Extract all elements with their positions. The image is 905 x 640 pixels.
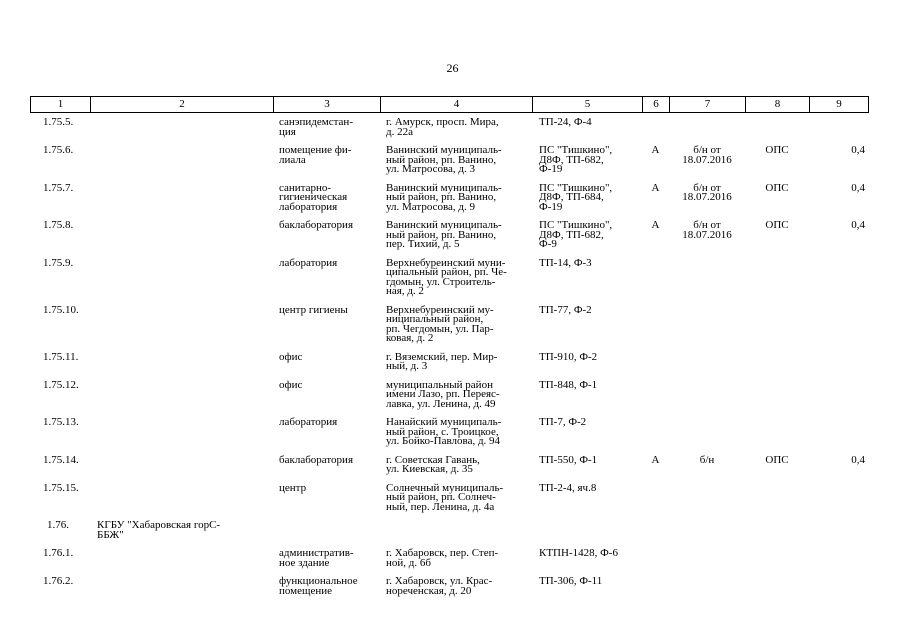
power-value — [809, 381, 868, 410]
object-address — [380, 521, 532, 540]
object-address: Нанайский муниципаль- ный район, с. Троицкое, ул. Бойко-Павлова, д. 94 — [386, 416, 502, 447]
system — [745, 484, 809, 513]
page-number: 26 — [446, 61, 459, 75]
object-type: офис — [279, 350, 303, 363]
table-row — [30, 303, 876, 344]
organization-name — [90, 221, 273, 250]
document: б/н от 18.07.2016 — [682, 219, 732, 241]
column-header-3: 3 — [274, 97, 381, 113]
category — [642, 259, 669, 297]
object-type — [273, 521, 380, 540]
power-source: ТП-550, Ф-1 — [539, 453, 598, 466]
document — [669, 577, 745, 596]
organization-name — [90, 418, 273, 447]
system: ОПС — [765, 144, 789, 156]
table-row — [30, 418, 876, 447]
power-value — [809, 118, 868, 137]
object-type: офис — [279, 378, 303, 391]
power-value — [809, 484, 868, 513]
category — [642, 118, 669, 137]
category: А — [651, 453, 660, 466]
table-row — [30, 256, 876, 297]
object-address: г. Амурск, просп. Мира, д. 22а — [386, 116, 499, 138]
power-source — [532, 521, 642, 540]
power-source: ПС "Тишкино", Д8Ф, ТП-684, Ф-19 — [539, 181, 613, 213]
object-type: центр гигиены — [279, 303, 348, 316]
item-number: 1.76. — [47, 519, 69, 531]
organization-name — [90, 184, 273, 213]
system — [745, 418, 809, 447]
table-row — [30, 146, 876, 175]
power-source: ТП-24, Ф-4 — [539, 116, 592, 128]
item-number: 1.75.5. — [43, 116, 74, 128]
object-type: баклаборатория — [279, 453, 353, 466]
category — [642, 306, 669, 344]
table-body — [30, 118, 876, 605]
item-number: 1.75.11. — [43, 350, 79, 363]
object-type: лаборатория — [279, 256, 338, 269]
object-type: центр — [279, 481, 307, 494]
organization-name — [90, 549, 273, 568]
organization-name — [90, 259, 273, 297]
organization-name — [90, 577, 273, 596]
power-value: 0,4 — [851, 181, 865, 194]
item-number: 1.75.14. — [43, 453, 79, 466]
column-header-4: 4 — [381, 97, 533, 113]
document — [669, 118, 745, 137]
object-type: санитарно- гигиеническая лаборатория — [279, 181, 348, 213]
item-number: 1.75.15. — [43, 481, 79, 494]
power-source: КТПН-1428, Ф-6 — [539, 547, 618, 559]
column-header-2: 2 — [91, 97, 274, 113]
object-type: санэпидемстан- ция — [279, 116, 353, 138]
object-address: Солнечный муниципаль- ный район, рп. Солнеч- ный, пер. Ленина, д. 4а — [386, 481, 504, 513]
column-header-7: 7 — [670, 97, 746, 113]
power-value — [809, 549, 868, 568]
item-number: 1.75.8. — [43, 219, 74, 231]
power-source: ПС "Тишкино", Д8Ф, ТП-682, Ф-9 — [539, 219, 613, 250]
organization-name — [90, 456, 273, 475]
system — [745, 353, 809, 372]
document — [669, 381, 745, 410]
table-row — [30, 453, 876, 475]
column-header-1: 1 — [31, 97, 91, 113]
system: ОПС — [765, 453, 789, 466]
category: А — [651, 144, 660, 156]
organization-name — [90, 381, 273, 410]
object-address: г. Советская Гавань, ул. Киевская, д. 35 — [386, 453, 480, 475]
object-address: Верхнебуреинский муни- ципальный район, рп. Че- гдомын, ул. Строитель- ная, д. 2 — [386, 256, 507, 297]
column-header-row — [31, 97, 869, 113]
column-header-table — [30, 96, 869, 113]
system — [745, 521, 809, 540]
power-value — [809, 418, 868, 447]
category — [642, 521, 669, 540]
object-type: функциональное помещение — [279, 575, 358, 597]
power-source: ТП-14, Ф-3 — [539, 256, 592, 269]
document: б/н от 18.07.2016 — [682, 181, 732, 203]
power-source: ТП-7, Ф-2 — [539, 416, 587, 428]
column-header-5: 5 — [533, 97, 643, 113]
document — [669, 521, 745, 540]
category: А — [651, 181, 660, 194]
object-address: Ванинский муниципаль- ный район, рп. Ванино, ул. Матросова, д. 3 — [386, 144, 502, 175]
organization-name — [90, 484, 273, 513]
document — [669, 549, 745, 568]
system — [745, 306, 809, 344]
item-number: 1.75.6. — [43, 144, 74, 156]
system: ОПС — [765, 181, 789, 194]
item-number: 1.75.13. — [43, 416, 79, 428]
object-type: лаборатория — [279, 416, 338, 428]
object-address: г. Хабаровск, пер. Степ- ной, д. 6б — [386, 547, 499, 569]
power-value — [809, 577, 868, 596]
column-header-6: 6 — [643, 97, 670, 113]
category — [642, 484, 669, 513]
system — [745, 118, 809, 137]
table-row — [30, 481, 876, 513]
table-row — [30, 549, 876, 568]
power-source: ТП-910, Ф-2 — [539, 350, 598, 363]
system — [745, 259, 809, 297]
object-address: г. Вяземский, пер. Мир- ный, д. 3 — [386, 350, 498, 372]
table-row — [30, 221, 876, 250]
item-number: 1.75.10. — [43, 303, 79, 316]
object-type: помещение фи- лиала — [279, 144, 352, 166]
document — [669, 418, 745, 447]
object-address: Ванинский муниципаль- ный район, рп. Ванино, ул. Матросова, д. 9 — [386, 181, 502, 213]
document: б/н от 18.07.2016 — [682, 144, 732, 166]
table-row — [30, 118, 876, 137]
table-row — [30, 181, 876, 213]
item-number: 1.75.7. — [43, 181, 74, 194]
column-header-9: 9 — [810, 97, 869, 113]
category — [642, 577, 669, 596]
power-source: ПС "Тишкино", Д8Ф, ТП-682, Ф-19 — [539, 144, 613, 175]
organization-name — [90, 306, 273, 344]
system — [745, 577, 809, 596]
organization-name — [90, 146, 273, 175]
power-source: ТП-848, Ф-1 — [539, 378, 598, 391]
power-value — [809, 259, 868, 297]
power-value: 0,4 — [851, 219, 865, 231]
table-row — [30, 350, 876, 372]
object-type: административ- ное здание — [279, 547, 354, 569]
category — [642, 381, 669, 410]
document — [669, 259, 745, 297]
item-number: 1.75.12. — [43, 378, 79, 391]
category — [642, 549, 669, 568]
system — [745, 549, 809, 568]
organization-name — [90, 353, 273, 372]
organization-name: КГБУ "Хабаровская горС- ББЖ" — [97, 519, 221, 541]
system: ОПС — [765, 219, 789, 231]
power-value — [809, 353, 868, 372]
column-header-8: 8 — [746, 97, 810, 113]
power-value: 0,4 — [851, 144, 865, 156]
document — [669, 484, 745, 513]
power-value: 0,4 — [851, 453, 865, 466]
document — [669, 306, 745, 344]
organization-name — [90, 118, 273, 137]
table-row — [30, 577, 876, 596]
power-source: ТП-306, Ф-11 — [539, 575, 603, 587]
document — [669, 353, 745, 372]
category: А — [651, 219, 660, 231]
organization-row — [30, 521, 876, 540]
power-source: ТП-77, Ф-2 — [539, 303, 592, 316]
category — [642, 353, 669, 372]
object-address: Ванинский муниципаль- ный район, рп. Ванино, пер. Тихий, д. 5 — [386, 219, 502, 250]
power-value — [809, 521, 868, 540]
category — [642, 418, 669, 447]
item-number: 1.76.2. — [43, 575, 74, 587]
power-source: ТП-2-4, яч.8 — [539, 481, 597, 494]
power-value — [809, 306, 868, 344]
system — [745, 381, 809, 410]
item-number: 1.76.1. — [43, 547, 74, 559]
item-number: 1.75.9. — [43, 256, 74, 269]
object-address: Верхнебуреинский му- ниципальный район, рп. Чегдомын, ул. Пар- ковая, д. 2 — [386, 303, 494, 344]
document: б/н — [699, 453, 715, 466]
table-row — [30, 378, 876, 410]
object-address: муниципальный район имени Лазо, рп. Переяс- лавка, ул. Ленина, д. 49 — [386, 378, 500, 410]
object-address: г. Хабаровск, ул. Крас- нореченская, д. 20 — [386, 575, 493, 597]
object-type: баклаборатория — [279, 219, 353, 231]
